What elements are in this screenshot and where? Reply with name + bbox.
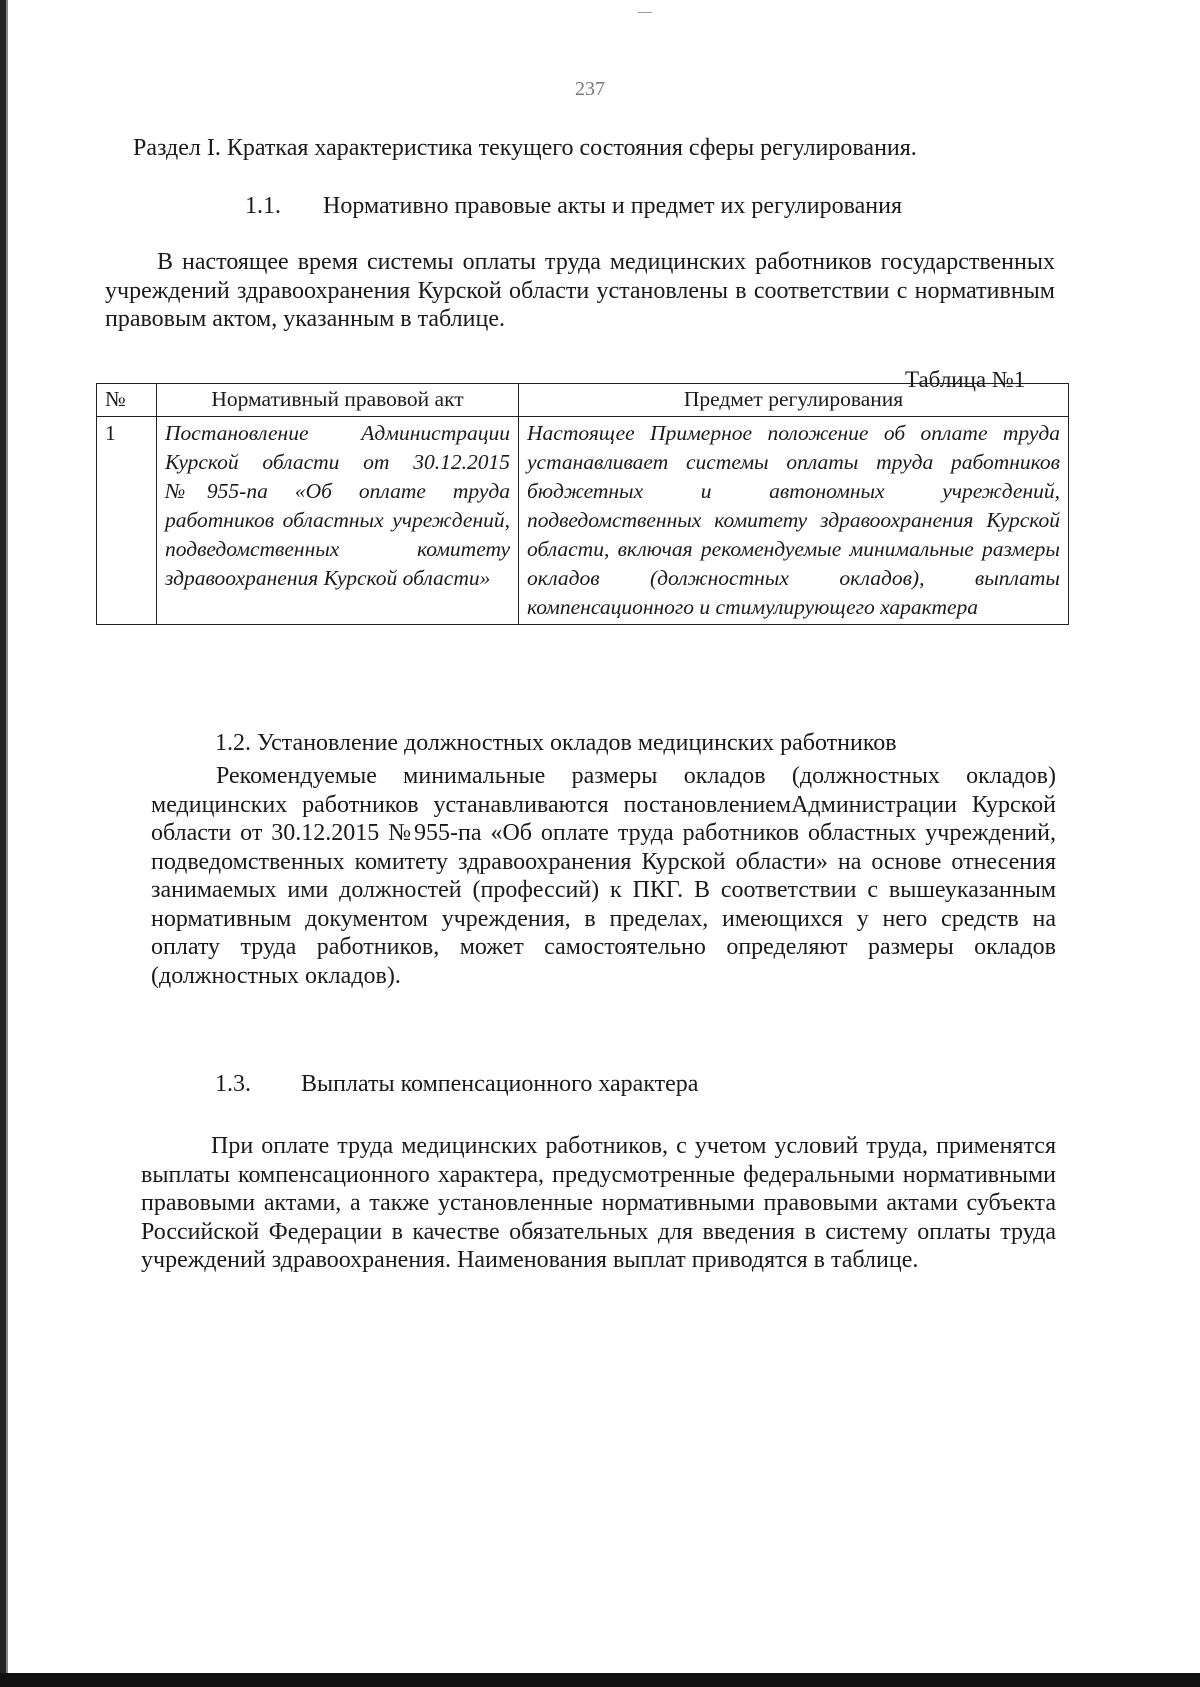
header-subject: Предмет регулирования <box>519 384 1069 417</box>
subsection-title: Нормативно правовые акты и предмет их регулирования <box>323 193 902 219</box>
paragraph-2: Рекомендуемые минимальные размеры окладов (должностных окладов) медицинских работников устанавливаются постановлениемАдминистрации Курской области от 30.12.2015 №955-па «Об оплате труда работников областных учреждений, подведомственных комитету здравоохранения Курской области» на основе отнесения занимаемых ими должностей (профессий) к ПКГ. В соответствии с вышеуказанным нормативным документом учреждения, в пределах, имеющихся у него средств на оплату труда работников, может самостоятельно определяют размеры окладов (должностных окладов). <box>151 763 1056 989</box>
row-number: 1 <box>97 417 157 625</box>
paragraph-3: При оплате труда медицинских работников, с учетом условий труда, применятся выплаты компенсационного характера, предусмотренные федеральными нормативными правовыми актами, а также установленные нормативными правовыми актами субъекта Российской Федерации в качестве обязательных для введения в систему оплаты труда учреждений здравоохранения. Наименования выплат приводятся в таблице. <box>141 1133 1056 1273</box>
paragraph-1: В настоящее время системы оплаты труда медицинских работников государственных учреждений здравоохранения Курской области установлены в соответствии с нормативным правовым актом, указанным в таблице. <box>105 249 1055 332</box>
subsection-number: 1.1. <box>245 193 281 219</box>
header-number: № <box>97 384 157 417</box>
subsection-number: 1.3. <box>215 1071 251 1097</box>
row-subject: Настоящее Примерное положение об оплате труда устанавливает системы оплаты труда работников бюджетных и автономных учреждений, подведомственных комитету здравоохранения Курской области, включая рекомендуемые минимальные размеры окладов (должностных окладов), выплаты компенсационного и стимулирующего характера <box>519 417 1069 625</box>
scan-border-bottom <box>0 1673 1200 1687</box>
section-title: Раздел I. Краткая характеристика текущего состояния сферы регулирования. <box>133 135 917 161</box>
table-caption: Таблица №1 <box>905 367 1026 392</box>
subsection-1-3-heading <box>215 1071 698 1098</box>
header-act: Нормативный правовой акт <box>157 384 519 417</box>
table-row <box>97 417 1069 625</box>
subsection-1-1-heading <box>245 193 902 220</box>
table-header-row <box>97 384 1069 417</box>
acts-table <box>96 383 1069 625</box>
scan-border-left-inner <box>6 0 8 1687</box>
scan-mark-top <box>638 12 652 13</box>
subsection-title: Выплаты компенсационного характера <box>301 1071 699 1097</box>
page-number: 237 <box>575 78 605 100</box>
subsection-1-2-heading: 1.2. Установление должностных окладов медицинских работников <box>215 730 897 756</box>
row-act: Постановление Администрации Курской области от 30.12.2015 №955-па «Об оплате труда работников областных учреждений, подведомственных комитету здравоохранения Курской области» <box>157 417 519 625</box>
